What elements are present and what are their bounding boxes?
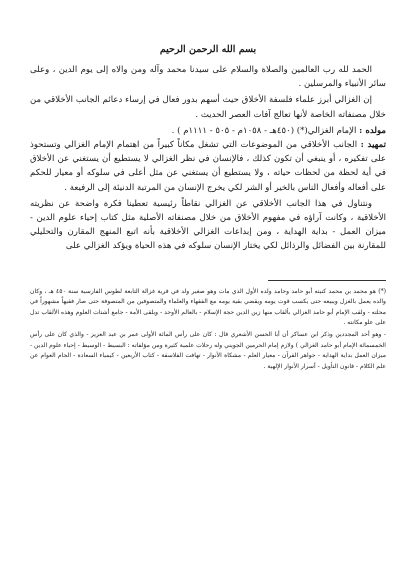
birth-label: مولده : — [359, 125, 386, 136]
intro-paragraph: إن الغزالي أبرز علماء فلسفة الأخلاق حيث أسهم بدور فعال في إرساء دعائم الجانب الأخلاقي من خلال مصنفاته الخاصة لأنها تعالج آفات العصر الحديث . — [30, 95, 386, 120]
preface-text: الجانب الأخلاقي من الموضوعات التي تشغل مكاناً كبيراً من اهتمام الإمام الغزالي وتستحوذ على تفكيره ، أو ينبغي أن تكون كذلك ، فالإنسان في نظر الغزالي لا يستطيع أن يستغني عن الأخلاق في أية لحظة من لحظات حياته ، ولا يستطيع أن يستغني عن مثل أعلى في سلوكه أو معيار للحكم على أفعاله وأفعال الناس بالخير أو الشر لكي يخرج الإنسان من المرتبة الدنيئة إلى الرفيعة . — [30, 140, 386, 193]
footnote-works: - وهو أحد المجددين وذكر ابن عساكر أن أبا الحسن الأشعري قال : كان على رأس المائة الأولى عمر بن عبد العزيز - والذي كان على رأس الخمسمائة الإمام أبو حامد الغزالي ) ولازم إمام الحرمين الجويني وله رحلات علمية كثيرة ومن مؤلفاته : البسيط - الوسيط - إحياء علوم الدين - ميزان العمل بداية الهداية - جواهر القرآن - معيار العلم - مشكاة الأنوار - تهافت الفلاسفة - كتاب الأربعين - كيمياء السعادة - الجام العوام عن علم الكلام - قانون التأويل - أسرار الأنوار الإلهية . — [30, 331, 386, 370]
basmala-heading: بسم الله الرحمن الرحيم — [159, 44, 257, 55]
ethics-paragraph: ونتناول في هذا الجانب الأخلاقي عن الغزالي نقاطاً رئيسية تعطينا فكرة واضحة عن نظريته الأخلاقية ، وكانت آراؤه في مفهوم الأخلاق من خلال مصنفاته الأصلية مثل كتاب إحياء علوم الدين - ميزان العمل - بداية الهداية ، ومن إبداعات الغزالي الأخلاقية بأنه اتبع المنهج المقارن والتحليلي للمقارنة بين الفضائل والرذائل لكي يختار الإنسان سلوكه في هذه الحياة ويؤكد الغزالي على — [30, 198, 386, 252]
preface-label: تمهيد : — [360, 140, 386, 151]
preface-paragraph — [30, 138, 386, 195]
opening-praise-paragraph: الحمد لله رب العالمين والصلاة والسلام على سيدنا محمد وآله ومن والاه إلى يوم الدين ، وعلى سائر الأنبياء والمرسلين . — [30, 65, 386, 90]
footnote-biography: (*) هو محمد بن محمد كنيته أبو حامد وحامد ولده الأول الذي مات وهو صغير ولد في قرية غزالة التابعة لطوس الفارسية سنة ٤٥٠ هـ ، وكان والده يعمل بالغزل ويبيعه حتى يكسب قوت يومه ويقضي بقية يومه مع الفقهاء والعلماء والمتصوفين من المتصوفة حتى صار فقيهاً مشهوراً في محلته - ولقب الإمام أبو حامد الغزالي بألقاب منها زين الدين حجة الإسلام - بالعالم الأوحد - ويلقى الأمة - جامع أشتات العلوم وهذه الألقاب تدل على علو مكانته . — [30, 287, 387, 327]
footnote-separator — [268, 280, 386, 281]
birth-text: الإمام الغزالي(*) (٤٥٠هـ - ١٠٥٨م - ٥٠٥ - ١١١١م ) . — [171, 125, 360, 136]
birth-paragraph — [30, 124, 386, 138]
